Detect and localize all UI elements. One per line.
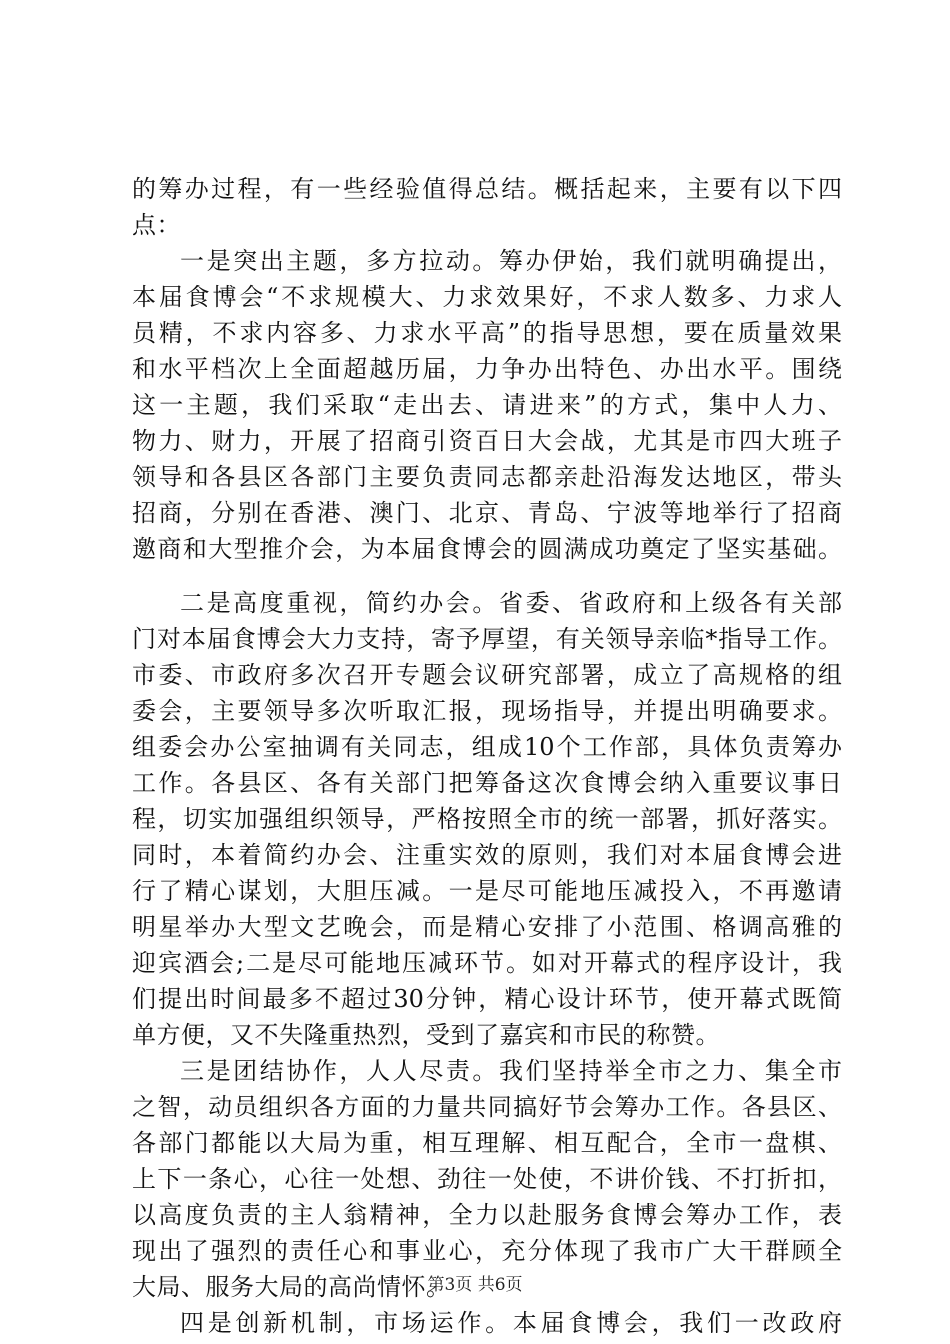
text-line: 委会，主要领导多次听取汇报，现场指导，并提出明确要求。 [132, 697, 842, 725]
text-line: 的筹办过程，有一些经验值得总结。概括起来，主要有以下四 [132, 175, 842, 203]
text-line: 迎宾酒会;二是尽可能地压减环节。如对开幕式的程序设计，我 [132, 949, 842, 977]
text-line: 组委会办公室抽调有关同志，组成10个工作部，具体负责筹办 [132, 733, 842, 761]
text-line: 大局、服务大局的高尚情怀。 [132, 1273, 451, 1301]
text-line: 各部门都能以大局为重，相互理解、相互配合，全市一盘棋、 [132, 1129, 842, 1157]
text-line: 单方便，又不失隆重热烈，受到了嘉宾和市民的称赞。 [132, 1021, 720, 1049]
text-line: 明星举办大型文艺晚会，而是精心安排了小范围、格调高雅的 [132, 913, 842, 941]
text-line: 员精，不求内容多、力求水平高”的指导思想，要在质量效果 [132, 319, 842, 347]
text-line: 这一主题，我们采取“走出去、请进来”的方式，集中人力、 [132, 391, 842, 419]
text-line: 程，切实加强组织领导，严格按照全市的统一部署，抓好落实。 [132, 805, 842, 833]
text-line: 现出了强烈的责任心和事业心，充分体现了我市广大干群顾全 [132, 1237, 842, 1265]
text-line: 们提出时间最多不超过30分钟，精心设计环节，使开幕式既简 [132, 985, 842, 1013]
text-line: 三是团结协作，人人尽责。我们坚持举全市之力、集全市 [180, 1057, 842, 1085]
text-line: 四是创新机制，市场运作。本届食博会，我们一改政府 [180, 1309, 842, 1337]
text-line: 同时，本着简约办会、注重实效的原则，我们对本届食博会进 [132, 841, 842, 869]
text-line: 招商，分别在香港、澳门、北京、青岛、宁波等地举行了招商 [132, 499, 842, 527]
text-line: 邀商和大型推介会，为本届食博会的圆满成功奠定了坚实基础。 [132, 535, 842, 563]
text-line: 以高度负责的主人翁精神，全力以赴服务食博会筹办工作，表 [132, 1201, 842, 1229]
text-line: 门对本届食博会大力支持，寄予厚望，有关领导亲临*指导工作。 [132, 625, 842, 653]
text-line: 一是突出主题，多方拉动。筹办伊始，我们就明确提出， [180, 247, 842, 275]
text-line: 之智，动员组织各方面的力量共同搞好节会筹办工作。各县区、 [132, 1093, 842, 1121]
text-line: 工作。各县区、各有关部门把筹备这次食博会纳入重要议事日 [132, 769, 842, 797]
text-line: 点： [132, 211, 181, 239]
text-line: 行了精心谋划，大胆压减。一是尽可能地压减投入，不再邀请 [132, 877, 842, 905]
text-line: 本届食博会“不求规模大、力求效果好，不求人数多、力求人 [132, 283, 842, 311]
document-body [132, 171, 842, 1341]
text-line: 二是高度重视，简约办会。省委、省政府和上级各有关部 [180, 589, 842, 617]
text-line: 和水平档次上全面超越历届，力争办出特色、办出水平。围绕 [132, 355, 842, 383]
text-line: 物力、财力，开展了招商引资百日大会战，尤其是市四大班子 [132, 427, 842, 455]
text-line: 领导和各县区各部门主要负责同志都亲赴沿海发达地区，带头 [132, 463, 842, 491]
page-footer: 第3页 共6页 [427, 1275, 523, 1295]
text-line: 市委、市政府多次召开专题会议研究部署，成立了高规格的组 [132, 661, 842, 689]
paragraph-gap [132, 567, 842, 585]
text-line: 上下一条心，心往一处想、劲往一处使，不讲价钱、不打折扣， [132, 1165, 842, 1193]
